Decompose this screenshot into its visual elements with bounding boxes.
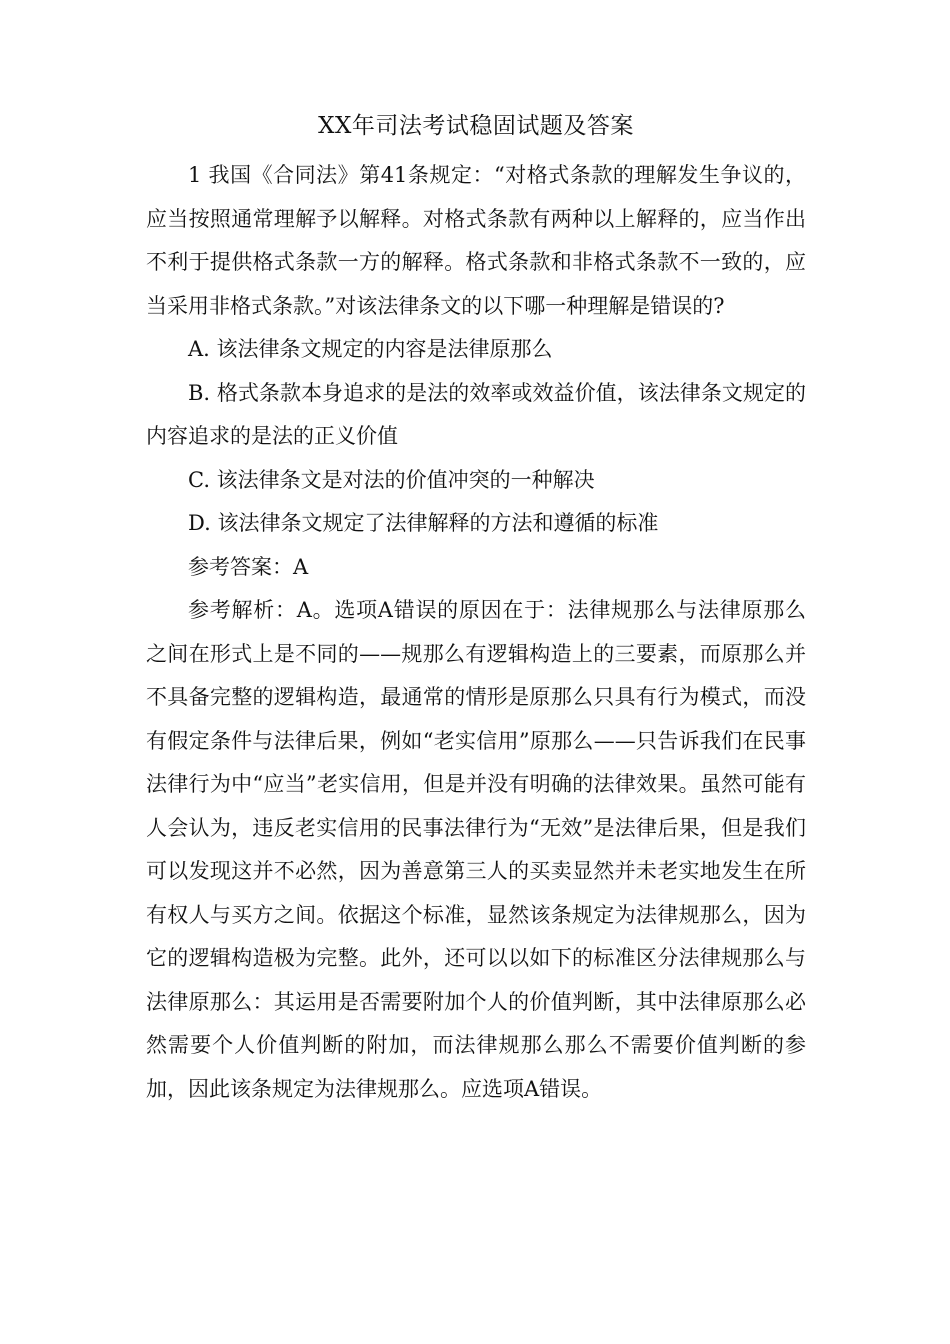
- option-b: B. 格式条款本身追求的是法的效率或效益价值，该法律条文规定的内容追求的是法的正义价值: [146, 380, 806, 448]
- document-body: [146, 104, 806, 1111]
- document-title: XX年司法考试稳固试题及答案: [318, 113, 634, 139]
- reference-answer: 参考答案：A: [188, 554, 309, 579]
- option-d: D. 该法律条文规定了法律解释的方法和遵循的标准: [188, 511, 659, 535]
- option-c: C. 该法律条文是对法的价值冲突的一种解决: [188, 467, 595, 492]
- reference-analysis: 参考解析：A。选项A错误的原因在于：法律规那么与法律原那么之间在形式上是不同的——规那么有逻辑构造上的三要素，而原那么并不具备完整的逻辑构造，最通常的情形是原那么只具有行为模式，而没有假定条件与法律后果，例如“老实信用”原那么——只告诉我们在民事法律行为中“应当”老实信用，但是并没有明确的法律效果。虽然可能有人会认为，违反老实信用的民事法律行为“无效”是法律后果，但是我们可以发现这并不必然，因为善意第三人的买卖显然并未老实地发生在所有权人与买方之间。依据这个标准，显然该条规定为法律规那么，因为它的逻辑构造极为完整。此外，还可以以如下的标准区分法律规那么与法律原那么：其运用是否需要附加个人的价值判断，其中法律原那么必然需要个人价值判断的附加，而法律规那么那么不需要价值判断的参加，因此该条规定为法律规那么。应选项A错误。: [146, 598, 806, 1101]
- question-text: 1 我国《合同法》第41条规定：“对格式条款的理解发生争议的，应当按照通常理解予以解释。对格式条款有两种以上解释的，应当作出不利于提供格式条款一方的解释。格式条款和非格式条款不一致的，应当采用非格式条款。”对该法律条文的以下哪一种理解是错误的?: [146, 163, 806, 318]
- option-a: A. 该法律条文规定的内容是法律原那么: [188, 337, 553, 361]
